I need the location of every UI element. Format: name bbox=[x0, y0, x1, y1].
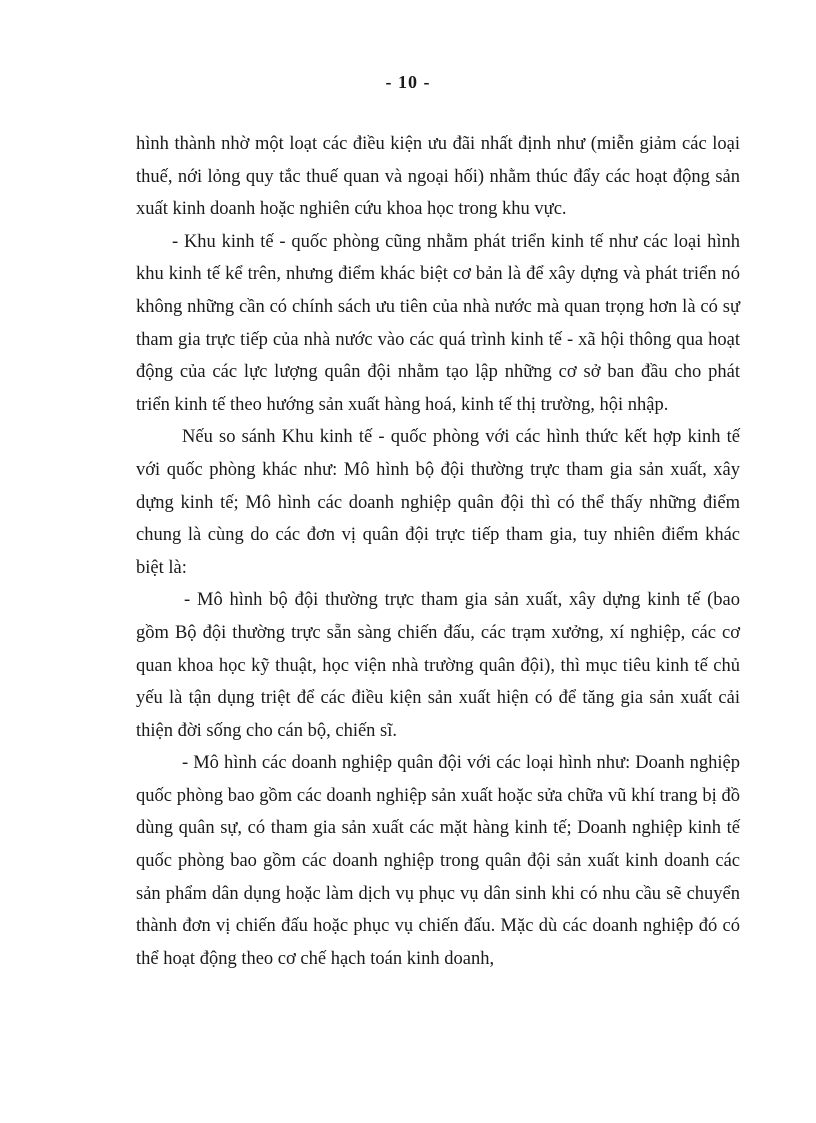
paragraph-doanh-nghiep-quan-doi: - Mô hình các doanh nghiệp quân đội với các loại hình như: Doanh nghiệp quốc phòng bao gồm các doanh nghiệp sản xuất hoặc sửa chữa vũ khí trang bị đồ dùng quân sự, có tham gia sản xuất các mặt hàng kinh tế; Doanh nghiệp kinh tế quốc phòng bao gồm các doanh nghiệp trong quân đội sản xuất kinh doanh các sản phẩm dân dụng hoặc làm dịch vụ phục vụ dân sinh khi có nhu cầu sẽ chuyển thành đơn vị chiến đấu hoặc phục vụ chiến đấu. Mặc dù các doanh nghiệp đó có thể hoạt động theo cơ chế hạch toán kinh doanh, bbox=[136, 753, 740, 969]
paragraph-so-sanh: Nếu so sánh Khu kinh tế - quốc phòng với các hình thức kết hợp kinh tế với quốc phòng khác như: Mô hình bộ đội thường trực tham gia sản xuất, xây dựng kinh tế; Mô hình các doanh nghiệp quân đội thì có thể thấy những điểm chung là cùng do các đơn vị quân đội trực tiếp tham gia, tuy nhiên điểm khác biệt là: bbox=[136, 427, 740, 578]
paragraph-khu-kinh-te-quoc-phong: - Khu kinh tế - quốc phòng cũng nhằm phát triển kinh tế như các loại hình khu kinh tế kể trên, nhưng điểm khác biệt cơ bản là để xây dựng và phát triển nó không những cần có chính sách ưu tiên của nhà nước mà quan trọng hơn là có sự tham gia trực tiếp của nhà nước vào các quá trình kinh tế - xã hội thông qua hoạt động của các lực lượng quân đội nhằm tạo lập những cơ sở ban đầu cho phát triển kinh tế theo hướng sản xuất hàng hoá, kinh tế thị trường, hội nhập. bbox=[136, 231, 740, 415]
paragraph-bo-doi-thuong-truc: - Mô hình bộ đội thường trực tham gia sản xuất, xây dựng kinh tế (bao gồm Bộ đội thường trực sẵn sàng chiến đấu, các trạm xưởng, xí nghiệp, các cơ quan khoa học kỹ thuật, học viện nhà trường quân đội), thì mục tiêu kinh tế chủ yếu là tận dụng triệt để các điều kiện sản xuất hiện có để tăng gia sản xuất cải thiện đời sống cho cán bộ, chiến sĩ. bbox=[136, 590, 740, 741]
body-text bbox=[136, 128, 740, 975]
page-number: - 10 - bbox=[385, 72, 431, 92]
paragraph-continuation: hình thành nhờ một loạt các điều kiện ưu đãi nhất định như (miễn giảm các loại thuế, nới lỏng quy tắc thuế quan và ngoại hối) nhằm thúc đẩy các hoạt động sản xuất kinh doanh hoặc nghiên cứu khoa học trong khu vực. bbox=[136, 134, 740, 220]
